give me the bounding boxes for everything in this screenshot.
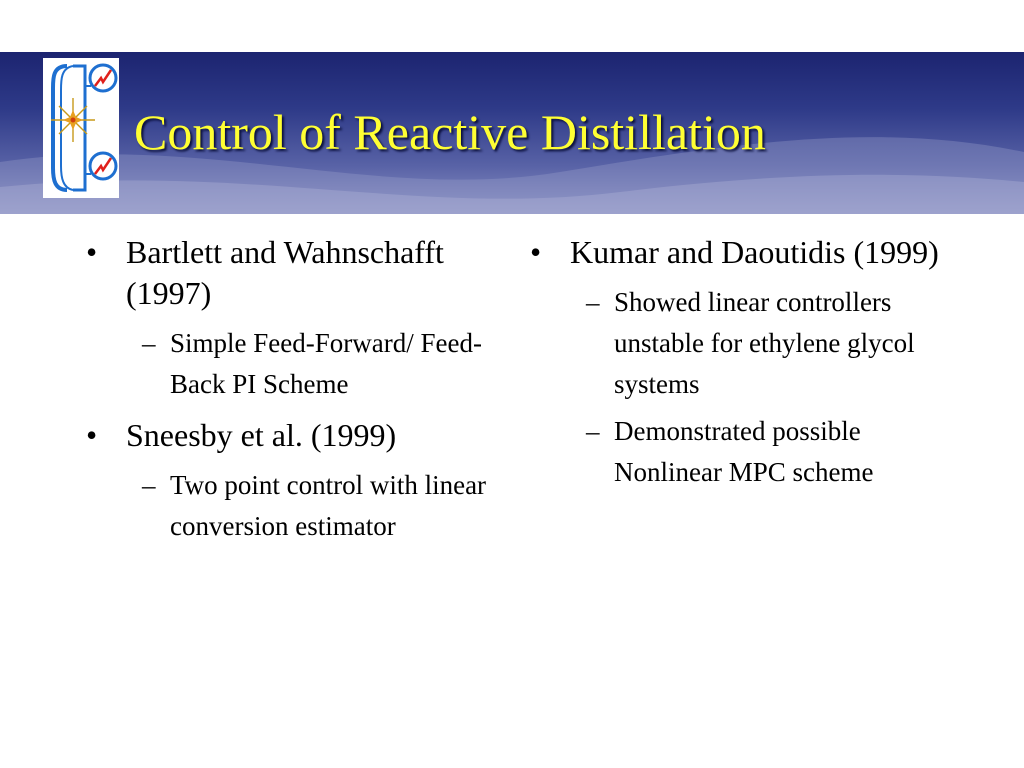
sub-list (84, 465, 504, 547)
right-column (528, 232, 948, 503)
sub-list (528, 282, 948, 493)
logo-graphic (43, 58, 119, 198)
bullet-marker: • (86, 417, 98, 453)
dash-marker: – (586, 416, 600, 446)
bullet-marker: • (86, 234, 98, 270)
top-margin (0, 0, 1024, 52)
bullet-text: Kumar and Daoutidis (1999) (570, 234, 939, 270)
slide-title: Control of Reactive Distillation (134, 104, 766, 160)
dash-marker: – (142, 328, 156, 358)
sub-item (84, 465, 504, 547)
sub-item (84, 323, 504, 405)
bullet-item (84, 415, 504, 456)
bullet-text: Bartlett and Wahnschafft (1997) (126, 234, 444, 311)
left-column (84, 232, 504, 557)
sub-item-text: Showed linear controllers unstable for ethylene glycol systems (614, 287, 915, 399)
bullet-text: Sneesby et al. (1999) (126, 417, 397, 453)
sub-item-text: Simple Feed-Forward/ Feed-Back PI Scheme (170, 328, 482, 399)
sub-item (528, 282, 948, 405)
sub-item-text: Demonstrated possible Nonlinear MPC scheme (614, 416, 874, 487)
bullet-item (528, 232, 948, 273)
sub-list (84, 323, 504, 405)
bullet-marker: • (530, 234, 542, 270)
sub-item-text: Two point control with linear conversion estimator (170, 470, 487, 541)
sub-item (528, 411, 948, 493)
bullet-item (84, 232, 504, 314)
dash-marker: – (586, 287, 600, 317)
dash-marker: – (142, 470, 156, 500)
reactive-distillation-column-logo-icon (43, 58, 119, 198)
